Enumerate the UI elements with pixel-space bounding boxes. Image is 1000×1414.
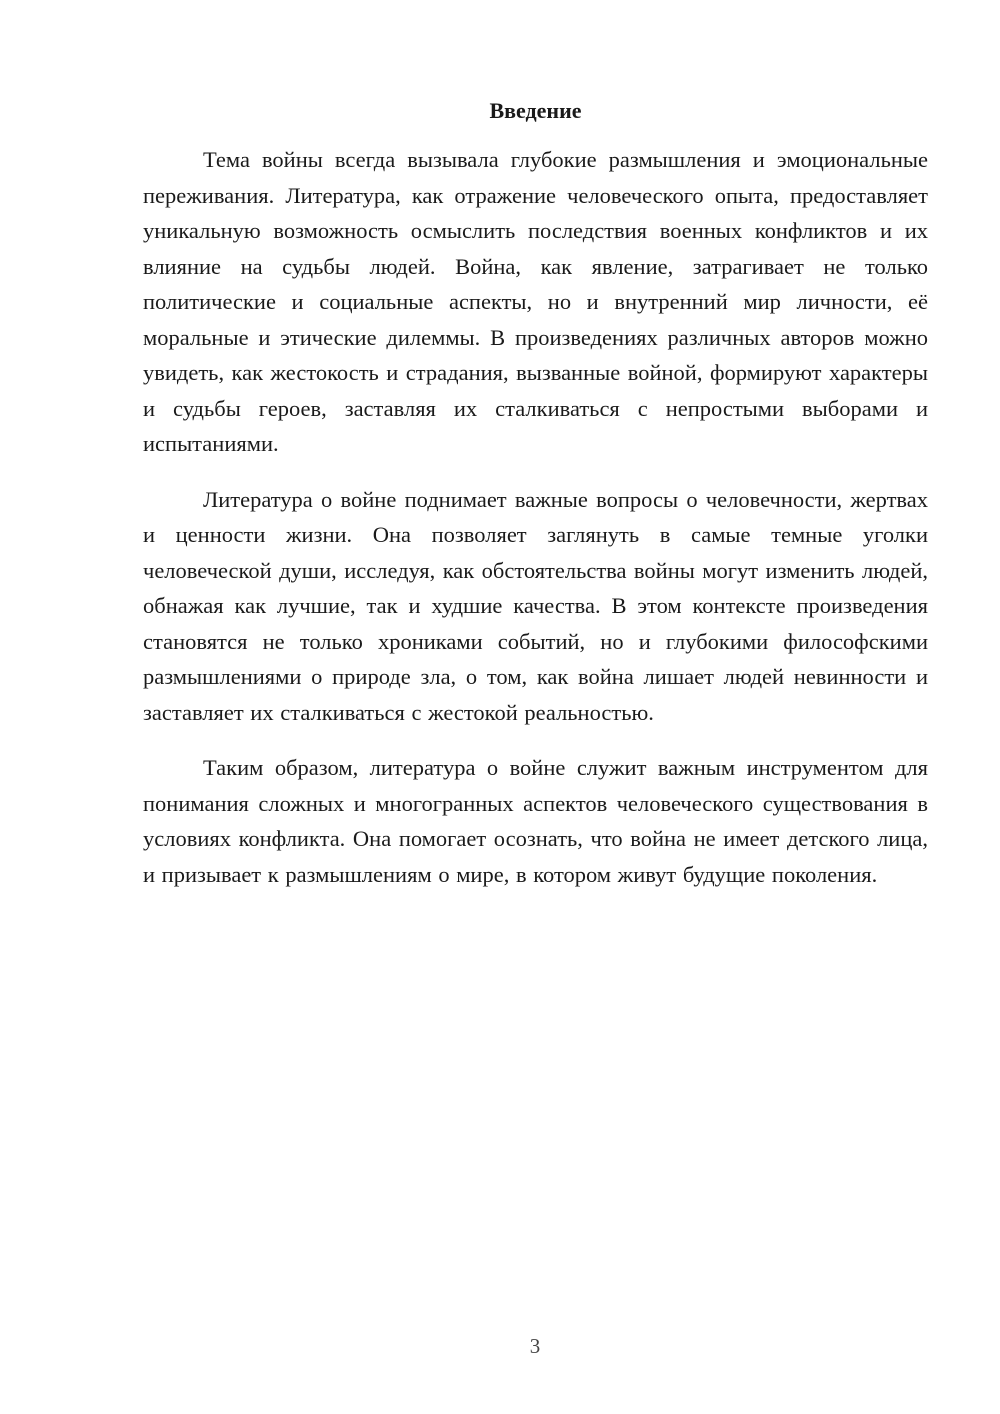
- paragraph-1: Тема войны всегда вызывала глубокие размышления и эмоциональные переживания. Литература, как отражение человеческого опыта, предоставляет уникальную возможность осмыслить последствия военных конфликтов и их влияние на судьбы людей. Война, как явление, затрагивает не только политические и социальные аспекты, но и внутренний мир личности, её моральные и этические дилеммы. В произведениях различных авторов можно увидеть, как жестокость и страдания, вызванные войной, формируют характеры и судьбы героев, заставляя их сталкиваться с непростыми выборами и испытаниями.: [143, 147, 928, 456]
- section-heading: Введение: [489, 98, 582, 123]
- paragraph-3: Таким образом, литература о войне служит важным инструментом для понимания сложных и многогранных аспектов человеческого существования в условиях конфликта. Она помогает осознать, что война не имеет детского лица, и призывает к размышлениям о мире, в котором живут будущие поколения.: [143, 755, 928, 887]
- page-number: 3: [529, 1334, 541, 1358]
- paragraph-2: Литература о войне поднимает важные вопросы о человечности, жертвах и ценности жизни. Она позволяет заглянуть в самые темные уголки человеческой души, исследуя, как обстоятельства войны могут изменить людей, обнажая как лучшие, так и худшие качества. В этом контексте произведения становятся не только хрониками событий, но и глубокими философскими размышлениями о природе зла, о том, как война лишает людей невинности и заставляет их сталкиваться с жестокой реальностью.: [143, 486, 928, 725]
- body-text: [143, 142, 928, 892]
